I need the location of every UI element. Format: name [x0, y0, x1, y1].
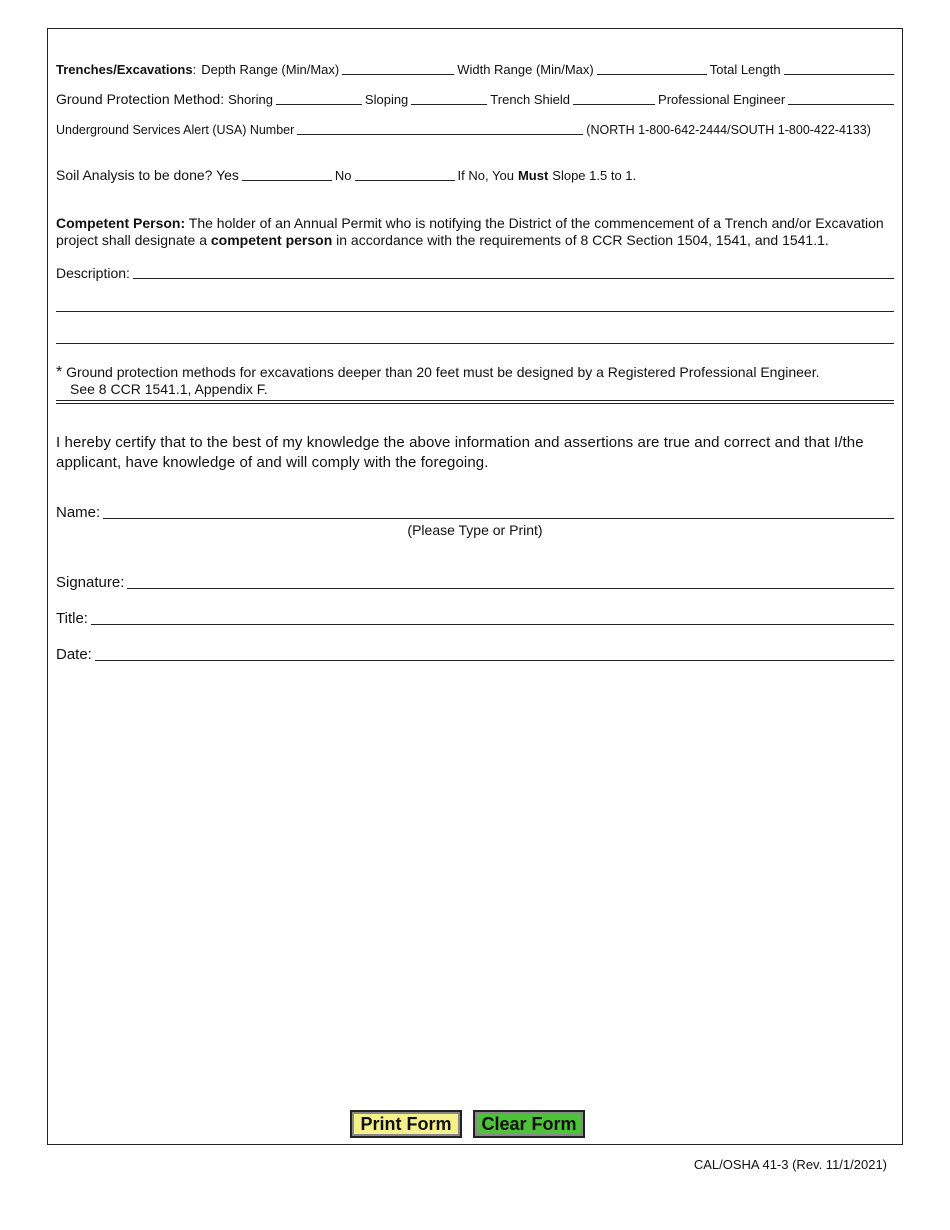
certification-text: I hereby certify that to the best of my knowledge the above information and assertions are true and correct and that I/the applicant, have knowledge of and will comply with the foregoing.	[56, 434, 864, 471]
competent-person-heading: Competent Person:	[56, 215, 186, 231]
title-label: Title:	[56, 610, 88, 627]
trenches-row	[56, 60, 894, 77]
note-line-1: Ground protection methods for excavations deeper than 20 feet must be designed by a Registered Professional Engineer.	[66, 364, 820, 380]
title-row	[56, 610, 894, 627]
depth-range-label: Depth Range (Min/Max)	[201, 62, 340, 77]
usa-number-label: Underground Services Alert (USA) Number	[56, 123, 295, 137]
professional-engineer-label: Professional Engineer	[658, 92, 786, 107]
soil-if-no-text: If No, You	[457, 168, 514, 183]
soil-must-text: Must	[517, 168, 549, 183]
usa-number-field[interactable]	[297, 120, 583, 135]
width-range-field[interactable]	[597, 60, 707, 75]
note-asterisk: *	[56, 364, 63, 381]
print-form-button[interactable]: Print Form	[350, 1110, 462, 1138]
soil-slope-text: Slope 1.5 to 1.	[552, 168, 637, 183]
width-range-label: Width Range (Min/Max)	[457, 62, 594, 77]
usa-phones: (NORTH 1-800-642-2444/SOUTH 1-800-422-4133)	[586, 123, 871, 137]
ground-protection-label: Ground Protection Method:	[56, 91, 225, 107]
signature-row	[56, 574, 894, 591]
sloping-label: Sloping	[364, 92, 409, 107]
ground-protection-note	[56, 364, 894, 397]
trenches-colon: :	[192, 62, 197, 77]
soil-yes-field[interactable]	[242, 166, 332, 181]
total-length-label: Total Length	[709, 62, 781, 77]
total-length-field[interactable]	[784, 60, 894, 75]
soil-no-field[interactable]	[355, 166, 455, 181]
soil-analysis-label: Soil Analysis to be done? Yes	[56, 167, 239, 183]
section-divider	[56, 400, 894, 404]
sloping-field[interactable]	[411, 90, 487, 105]
note-line-2: See 8 CCR 1541.1, Appendix F.	[70, 381, 268, 397]
date-field[interactable]	[95, 646, 894, 661]
trench-shield-label: Trench Shield	[490, 92, 571, 107]
signature-label: Signature:	[56, 574, 125, 591]
ground-protection-row	[56, 90, 894, 107]
description-line-2[interactable]	[56, 311, 894, 312]
signature-field[interactable]	[127, 574, 894, 589]
depth-range-field[interactable]	[342, 60, 454, 75]
competent-person-text-1: The holder of an Annual Permit who is notifying the District of the commencement of a Trench and/or Excavation project shall designate a	[56, 215, 884, 248]
professional-engineer-field[interactable]	[788, 90, 894, 105]
clear-form-button[interactable]: Clear Form	[473, 1110, 585, 1138]
trenches-label: Trenches/Excavations	[56, 62, 193, 77]
shoring-field[interactable]	[276, 90, 362, 105]
name-row	[56, 504, 894, 521]
description-row	[56, 264, 894, 281]
soil-analysis-row	[56, 166, 894, 183]
competent-person-text-2: in accordance with the requirements of 8 CCR Section 1504, 1541, and 1541.1.	[336, 232, 829, 248]
competent-person-bold: competent person	[210, 232, 333, 248]
competent-person-paragraph	[56, 215, 894, 249]
description-label: Description:	[56, 265, 130, 281]
trench-shield-field[interactable]	[573, 90, 655, 105]
name-field[interactable]	[103, 504, 894, 519]
title-field[interactable]	[91, 610, 894, 625]
date-row	[56, 646, 894, 663]
description-field[interactable]	[133, 264, 894, 279]
name-label: Name:	[56, 504, 101, 521]
description-line-3[interactable]	[56, 343, 894, 344]
shoring-label: Shoring	[228, 92, 273, 107]
soil-no-label: No	[334, 168, 352, 183]
form-revision-footer: CAL/OSHA 41-3 (Rev. 11/1/2021)	[693, 1157, 887, 1172]
name-hint: (Please Type or Print)	[407, 522, 543, 538]
date-label: Date:	[56, 646, 92, 663]
usa-row	[56, 120, 894, 137]
